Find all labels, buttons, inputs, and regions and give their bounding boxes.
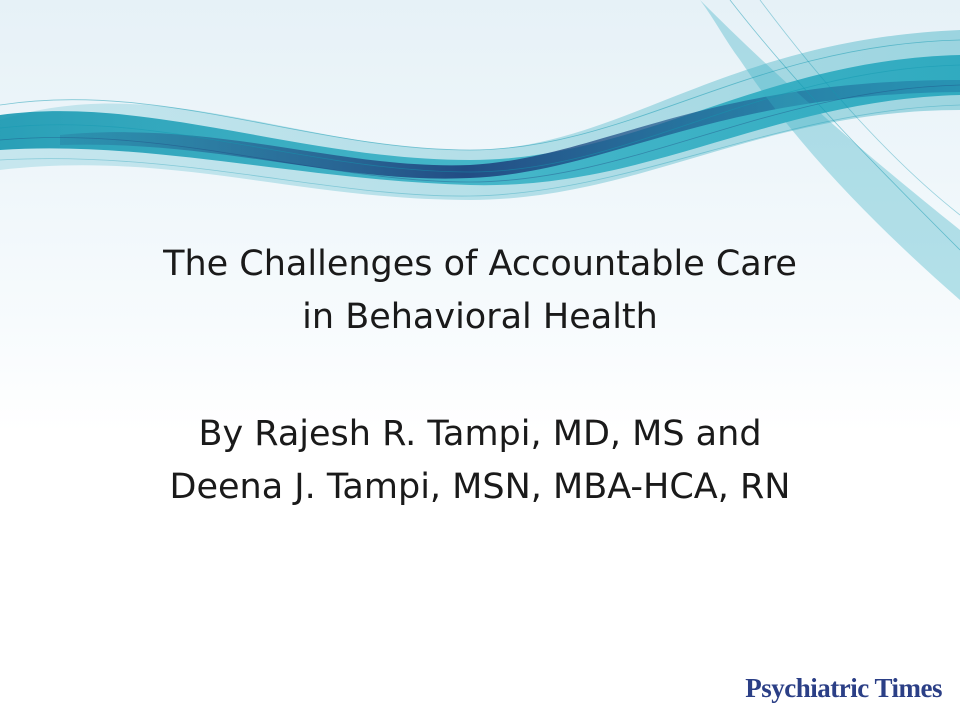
author-line: Deena J. Tampi, MSN, MBA-HCA, RN [169,467,791,507]
slide-title [60,238,900,344]
slide-title-line: The Challenges of Accountable Care [163,244,797,284]
psychiatric-times-logo: Psychiatric Times [745,673,942,703]
slide-text-block [60,238,900,514]
slide-title-line: in Behavioral Health [302,297,658,337]
author-line: By Rajesh R. Tampi, MD, MS and [198,414,762,454]
slide-authors [60,408,900,514]
